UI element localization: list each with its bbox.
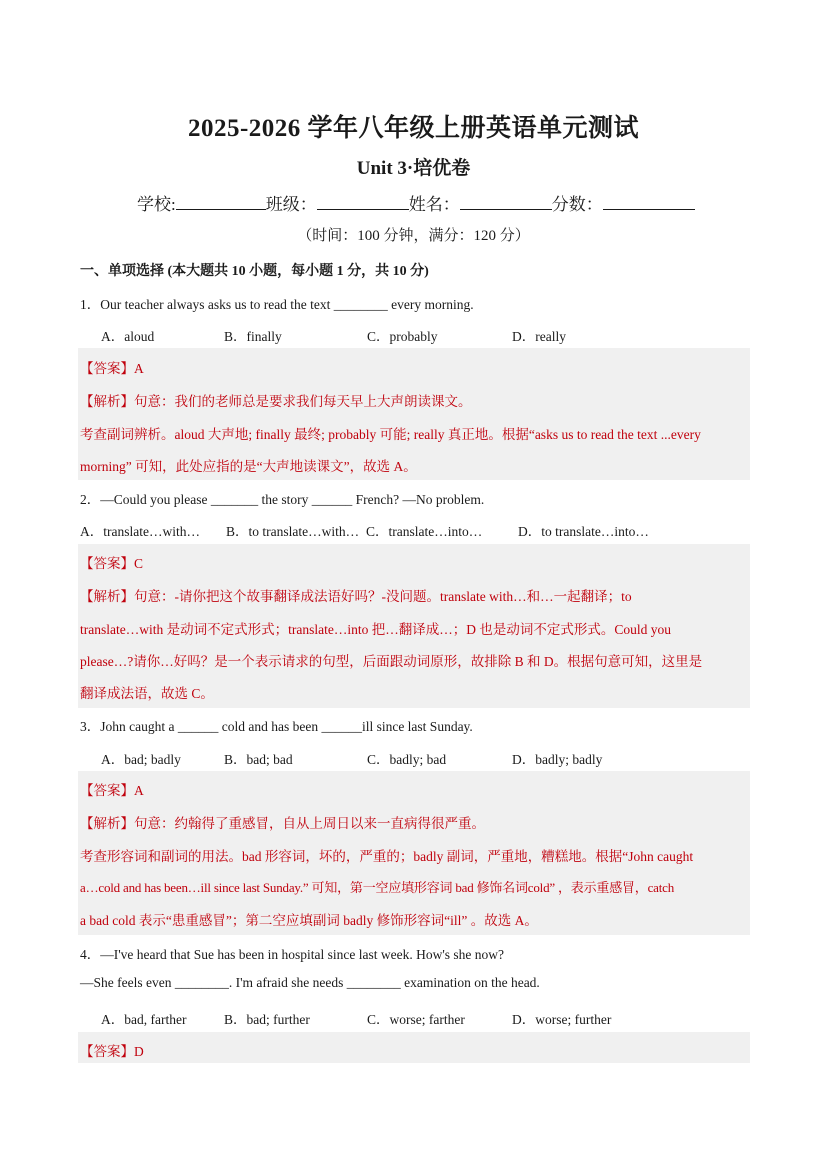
question-2-explanation-line: translate…with 是动词不定式形式；translate…into 把…翻译成…；D 也是动词不定式形式。Could you <box>80 622 671 637</box>
question-1-stem: 1．Our teacher always asks us to read the text ________ every morning. <box>80 297 474 312</box>
question-3-explanation-line: 【解析】句意：约翰得了重感冒，自从上周日以来一直病得很严重。 <box>80 816 485 831</box>
question-2-option-c: C．translate…into… <box>366 524 483 539</box>
question-4-option-b: B．bad; further <box>224 1012 310 1027</box>
class-label: 班级： <box>265 195 317 214</box>
class-blank[interactable] <box>317 193 409 210</box>
question-2-option-b: B．to translate…with… <box>226 524 360 539</box>
question-3-explanation-line: a bad cold 表示“患重感冒”；第二空应填副词 badly 修饰形容词“ill” 。故选 A。 <box>80 913 538 928</box>
question-1-explanation-line: 【解析】句意：我们的老师总是要求我们每天早上大声朗读课文。 <box>80 394 472 409</box>
question-2-option-d: D．to translate…into… <box>518 524 649 539</box>
page-title: 2025-2026 学年八年级上册英语单元测试 <box>187 115 640 142</box>
section-heading: 一、单项选择 (本大题共 10 小题，每小题 1 分，共 10 分) <box>80 264 429 279</box>
question-2-explanation-line: 【解析】句意：-请你把这个故事翻译成法语好吗？-没问题。translate with…和…一起翻译；to <box>80 589 632 604</box>
question-4-answer-box <box>78 1032 750 1063</box>
question-1-option-c: C．probably <box>367 329 438 344</box>
question-4-answer: 【答案】D <box>80 1044 144 1059</box>
question-2-explanation-line: please…?请你…好吗？是一个表示请求的句型，后面跟动词原形，故排除 B 和 D。根据句意可知，这里是 <box>80 654 703 669</box>
time-note: （时间：100 分钟，满分：120 分） <box>297 228 530 244</box>
question-3-option-b: B．bad; bad <box>224 752 293 767</box>
score-label: 分数： <box>551 195 603 214</box>
question-1-option-b: B．finally <box>224 329 282 344</box>
question-1-option-d: D．really <box>512 329 566 344</box>
question-3-explanation-line: 考查形容词和副词的用法。bad 形容词，坏的，严重的；badly 副词，严重地，糟糕地。根据“John caught <box>80 849 694 864</box>
question-3-answer: 【答案】A <box>80 783 144 798</box>
question-4-option-d: D．worse; further <box>512 1012 612 1027</box>
name-blank[interactable] <box>460 193 552 210</box>
question-3-explanation-line: a…cold and has been…ill since last Sunday.” 可知，第一空应填形容词 bad 修饰名词cold” ，表示重感冒，catch <box>80 880 675 895</box>
question-3-option-c: C．badly; bad <box>367 752 447 767</box>
question-4-option-a: A．bad, farther <box>101 1012 187 1027</box>
question-2-option-a: A．translate…with… <box>80 524 200 539</box>
score-blank[interactable] <box>603 193 695 210</box>
question-1-explanation-line: 考查副词辨析。aloud 大声地; finally 最终; probably 可能; really 真正地。根据“asks us to read the text ...every <box>80 427 701 442</box>
question-4-option-c: C．worse; farther <box>367 1012 465 1027</box>
question-3-option-d: D．badly; badly <box>512 752 603 767</box>
student-info-line <box>137 190 695 215</box>
question-1-explanation-line: morning” 可知，此处应指的是“大声地读课文”，故选 A。 <box>80 459 417 474</box>
name-label: 姓名： <box>408 195 460 214</box>
question-1-answer: 【答案】A <box>80 361 144 376</box>
question-2-answer: 【答案】C <box>80 556 144 571</box>
question-3-stem: 3．John caught a ______ cold and has been ______ill since last Sunday. <box>80 719 473 734</box>
school-blank[interactable] <box>176 193 266 210</box>
page-subtitle: Unit 3·培优卷 <box>356 158 471 179</box>
question-1-option-a: A．aloud <box>101 329 155 344</box>
question-3-option-a: A．bad; badly <box>101 752 181 767</box>
question-2-stem: 2．—Could you please _______ the story ______ French? —No problem. <box>80 492 485 507</box>
school-label: 学校: <box>137 195 176 214</box>
question-2-explanation-line: 翻译成法语，故选 C。 <box>80 686 214 701</box>
question-4-stem-reply: —She feels even ________. I'm afraid she needs ________ examination on the head. <box>80 975 540 990</box>
question-4-stem: 4．—I've heard that Sue has been in hospital since last week. How's she now? <box>80 947 505 962</box>
